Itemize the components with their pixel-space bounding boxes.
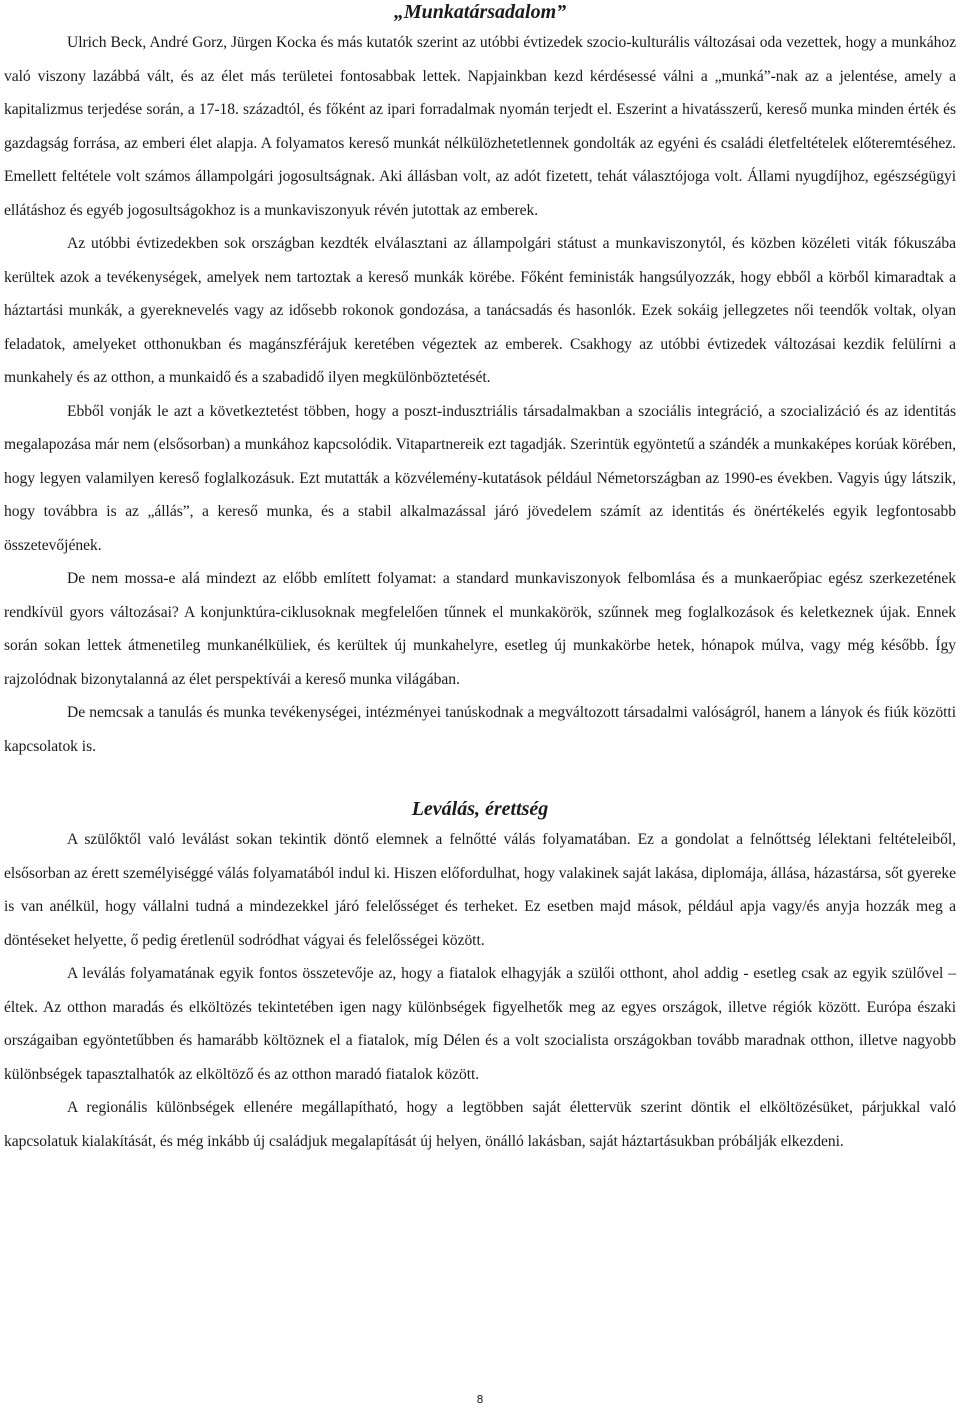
section-levalas-erettseg — [4, 795, 956, 1158]
paragraph: A szülőktől való leválást sokan tekintik döntő elemnek a felnőtté válás folyamatában. Ez a gondolat a felnőttség lélektani feltételeiből, elsősorban az érett személyiséggé válás folyamatából indul ki. Hiszen előfordulhat, hogy valakinek saját lakása, diplomája, állása, házastársa, sőt gyereke is van anélkül, hogy vállalni tudná a mindezekkel járó felelősséget és terheket. Ez esetben majd mások, például apja vagy/és anyja hozzák meg a döntéseket helyette, ő pedig éretlenül sodródhat vágyai és felelősségei között. — [4, 831, 956, 949]
paragraph: Ulrich Beck, André Gorz, Jürgen Kocka és más kutatók szerint az utóbbi évtizedek szocio-kulturális változásai oda vezettek, hogy a munkához való viszony lazábbá vált, és az élet más területei fontosabbak lettek. Napjainkban kezd kérdésessé válni a „munká”-nak az a jelentése, amely a kapitalizmus terjedése során, a 17-18. századtól, és főként az ipari forradalmak nyomán terjedt el. Eszerint a hivatásszerű, kereső munka minden érték és gazdagság forrása, az emberi élet alapja. A folyamatos kereső munkát nélkülözhetetlennek gondolták az egyéni és családi életfeltételek előteremtéséhez. Emellett feltétele volt számos állampolgári jogosultságnak. Aki állásban volt, az adót fizetett, tehát választójoga volt. Állami nyugdíjhoz, egészségügyi ellátáshoz és egyéb jogosultságokhoz is a munkaviszonyuk révén jutottak az emberek. — [4, 34, 956, 219]
section-title: „Munkatársadalom” — [393, 1, 567, 23]
page-number: 8 — [476, 1393, 484, 1406]
paragraph: De nem mossa-e alá mindezt az előbb említett folyamat: a standard munkaviszonyok felbomlása és a munkaerőpiac egész szerkezetének rendkívül gyors változásai? A konjunktúra-ciklusoknak megfelelően tűnnek el munkakörök, szűnnek meg foglalkozások és keletkeznek újak. Ennek során sokan lettek átmenetileg munkanélküliek, és kerültek új munkahelyre, esetleg új munkakörbe hetek, hónapok múlva, vagy még később. Így rajzolódnak bizonytalanná az élet perspektívái a kereső munka világában. — [4, 570, 956, 688]
paragraph: A leválás folyamatának egyik fontos összetevője az, hogy a fiatalok elhagyják a szülői otthont, ahol addig - esetleg csak az egyik szülővel – éltek. Az otthon maradás és elköltözés tekintetében igen nagy különbségek figyelhetők meg az egyes országok, illetve régiók között. Európa északi országaiban egyöntetűbben és hamarább költöznek el a fiatalok, míg Délen és a volt szocialista országokban tovább maradnak otthon, illetve nagyobb különbségek tapasztalhatók az elköltöző és az otthon maradó fiatalok között. — [4, 965, 956, 1083]
paragraph: Az utóbbi évtizedekben sok országban kezdték elválasztani az állampolgári státust a munkaviszonytól, és közben közéleti viták fókuszába kerültek azok a tevékenységek, amelyek nem tartoztak a kereső munkák körébe. Főként feministák hangsúlyozzák, hogy ebből a körből kimaradtak a háztartási munkák, a gyereknevelés vagy az idősebb rokonok gondozása, a tanácsadás és hasonlók. Ezek sokáig jellegzetes női teendők voltak, olyan feladatok, amelyeket otthonukban és magánszférájuk keretében végeztek az emberek. Csakhogy az utóbbi évtizedek változásai kezdik felülírni a munkahely és az otthon, a munkaidő és a szabadidő ilyen megkülönböztetését. — [4, 235, 956, 386]
paragraph: A regionális különbségek ellenére megállapítható, hogy a legtöbben saját élettervük szerint döntik el elköltözésüket, párjukkal való kapcsolatuk kialakítását, és még inkább új családjuk megalapítását új helyen, önálló lakásban, saját háztartásukban próbálják elkezdeni. — [4, 1099, 956, 1150]
section-munkatarsadalom — [4, 0, 956, 763]
paragraph: Ebből vonják le azt a következtetést többen, hogy a poszt-indusztriális társadalmakban a szociális integráció, a szocializáció és az identitás megalapozása már nem (elsősorban) a munkához kapcsolódik. Vitapartnereik ezt tagadják. Szerintük egyöntetű a szándék a munkaképes korúak körében, hogy legyen valamilyen kereső foglalkozásuk. Ezt mutatták a közvélemény-kutatások például Németországban az 1990-es években. Vagyis úgy látszik, hogy továbbra is az „állás”, a kereső munka, és a stabil alkalmazással járó jövedelem számít az identitás és önértékelés egyik legfontosabb összetevőjének. — [4, 402, 956, 554]
section-title: Leválás, érettség — [411, 798, 549, 820]
paragraph: De nemcsak a tanulás és munka tevékenységei, intézményei tanúskodnak a megváltozott társadalmi valóságról, hanem a lányok és fiúk közötti kapcsolatok is. — [4, 704, 956, 755]
